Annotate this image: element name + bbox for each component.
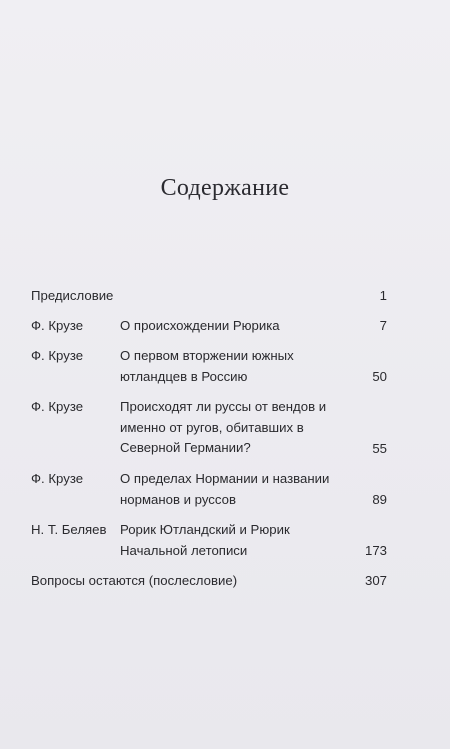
entry-page-number: 1 bbox=[379, 288, 387, 303]
entry-title: О первом вторжении южных ютландцев в Россию bbox=[120, 348, 294, 384]
entry-author: Ф. Крузе bbox=[31, 399, 84, 414]
entry-title: Предисловие bbox=[31, 288, 114, 303]
entry-author: Н. Т. Беляев bbox=[31, 522, 107, 537]
entry-author: Ф. Крузе bbox=[31, 318, 84, 333]
page-title: Содержание bbox=[160, 175, 290, 201]
entry-page-number: 307 bbox=[364, 573, 387, 588]
entry-title: О происхождении Рюрика bbox=[120, 318, 280, 333]
entry-title: Вопросы остаются (послесловие) bbox=[31, 573, 238, 588]
entry-page-number: 89 bbox=[372, 492, 387, 507]
entry-page-number: 7 bbox=[379, 318, 387, 333]
entry-title: О пределах Нормании и названии норманов и руссов bbox=[120, 471, 330, 507]
entry-title: Рорик Ютландский и Рюрик Начальной летописи bbox=[120, 522, 290, 558]
entry-author: Ф. Крузе bbox=[31, 471, 84, 486]
entry-page-number: 173 bbox=[364, 543, 387, 558]
entry-author: Ф. Крузе bbox=[31, 348, 84, 363]
entry-page-number: 50 bbox=[372, 369, 387, 384]
entry-title: Происходят ли руссы от вендов и именно от ругов, обитавших в Северной Германии? bbox=[120, 399, 327, 455]
entry-page-number: 55 bbox=[372, 441, 387, 456]
